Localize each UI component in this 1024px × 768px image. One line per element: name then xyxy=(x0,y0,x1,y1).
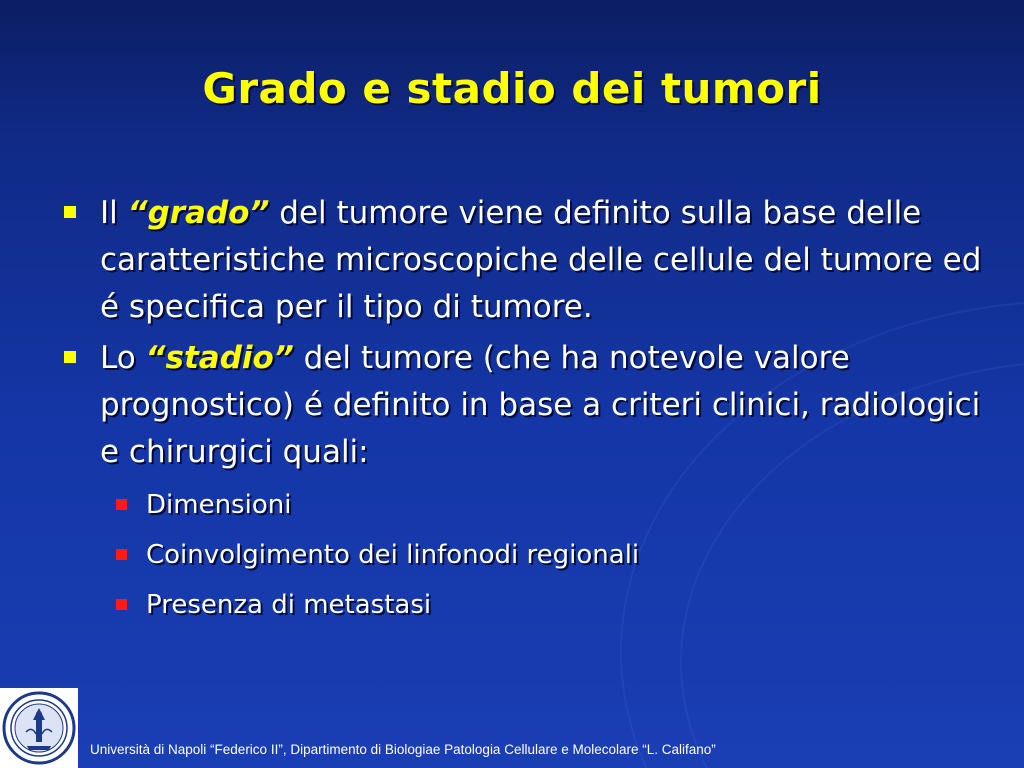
bullet-list xyxy=(62,190,982,630)
bullet-prefix: Lo xyxy=(100,340,146,376)
sub-bullet-metastasi xyxy=(112,580,982,630)
university-seal-icon xyxy=(0,688,78,768)
slide-title: Grado e stadio dei tumori xyxy=(202,64,822,113)
bullet-text: del tumore (che ha notevole valore prognostico) é definito in base a criteri clinici, radiologici e chirurgici quali: xyxy=(100,340,981,470)
bullet-stadio xyxy=(62,335,982,476)
red-square-bullet-icon xyxy=(116,599,127,610)
sub-bullet-list xyxy=(62,480,982,630)
sub-bullet-text: Dimensioni xyxy=(146,490,292,520)
bullet-grado xyxy=(62,190,982,331)
sub-bullet-dimensioni xyxy=(112,480,982,530)
yellow-square-bullet-icon xyxy=(64,206,76,218)
sub-bullet-text: Presenza di metastasi xyxy=(146,590,432,620)
bullet-prefix: Il xyxy=(100,195,128,231)
bullet-text: del tumore viene definito sulla base delle caratteristiche microscopiche delle cellule del tumore ed é specifica per il tipo di tumore. xyxy=(100,195,982,325)
sub-bullet-text: Coinvolgimento dei linfonodi regionali xyxy=(146,540,640,570)
bullet-highlight: “stadio” xyxy=(145,340,294,376)
red-square-bullet-icon xyxy=(116,549,127,560)
footer-affiliation: Università di Napoli “Federico II”, Dipartimento di Biologiae Patologia Cellulare e Molecolare “L. Califano” xyxy=(90,742,716,757)
red-square-bullet-icon xyxy=(116,499,127,510)
yellow-square-bullet-icon xyxy=(64,351,76,363)
bullet-highlight: “grado” xyxy=(127,195,270,231)
sub-bullet-linfonodi xyxy=(112,530,982,580)
